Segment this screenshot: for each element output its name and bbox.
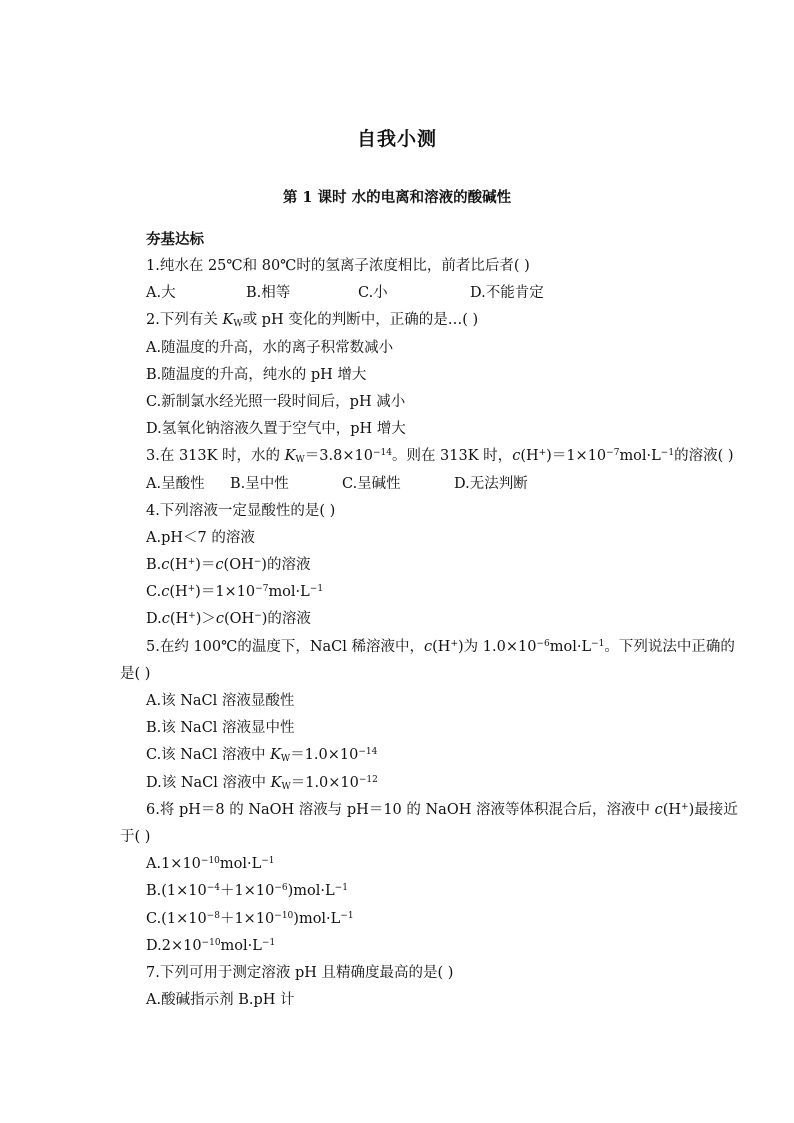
option-c: C.小 bbox=[358, 285, 388, 302]
option-d: D.该 NaCl 溶液中 $K_W=1.0\times 10^{-12}$ bbox=[146, 774, 378, 792]
option-d: D.不能肯定 bbox=[470, 285, 544, 302]
question-5-stem: 5.在约 100℃的温度下，NaCl 稀溶液中，c(H+)为 $1.0\times 10^{-6}mol\cdot L^{-1}$。下列说法中正确的 bbox=[146, 638, 735, 655]
lesson-subtitle: 第 1 课时 水的电离和溶液的酸碱性 bbox=[282, 189, 512, 206]
option-c: $C.(1\times 10^{-8}+1\times 10^{-10})mol\cdot L^{-1}$ bbox=[146, 910, 354, 927]
question-1-options bbox=[120, 280, 680, 307]
question-6-stem: 6.将 pH＝8 的 NaOH 溶液与 pH＝10 的 NaOH 溶液等体积混合后，溶液中 c(H+)最接近 bbox=[146, 801, 738, 818]
question-body bbox=[120, 226, 738, 1014]
question-7-stem: 7.下列可用于测定溶液 pH 且精确度最高的是( ) bbox=[146, 964, 454, 981]
option-c: C.呈碱性 bbox=[342, 475, 401, 492]
option-d: D.c(H+)＞c(OH−)的溶液 bbox=[146, 611, 311, 628]
option-a: A.pH＜7 的溶液 bbox=[146, 529, 255, 546]
question-5-stem-continued: 是( ) bbox=[120, 665, 151, 682]
option-a: A.随温度的升高，水的离子积常数减小 bbox=[146, 339, 394, 356]
question-4-stem: 4.下列溶液一定显酸性的是( ) bbox=[146, 502, 336, 519]
option-b: B.随温度的升高，纯水的 pH 增大 bbox=[146, 366, 367, 383]
question-6-stem-continued: 于( ) bbox=[120, 828, 151, 845]
question-2-stem: 2.下列有关 $K_W$或 pH 变化的判断中，正确的是…( ) bbox=[146, 312, 479, 330]
question-3-stem: 3.在 313K 时，水的 $K_W=3.8\times 10^{-14}$。则在 313K 时，$c(H^+)=1\times 10^{-7}mol\cdot L^{-1}$的溶液( ) bbox=[146, 448, 734, 466]
option-d: $D.2\times 10^{-10}mol\cdot L^{-1}$ bbox=[146, 937, 276, 954]
option-c: C.该 NaCl 溶液中 $K_W=1.0\times 10^{-14}$ bbox=[146, 747, 378, 765]
page-title: 自我小测 bbox=[356, 128, 437, 150]
question-3-options bbox=[120, 471, 680, 498]
option-c: $C.c(H^+)=1\times 10^{-7}mol\cdot L^{-1}$ bbox=[146, 584, 324, 601]
option-b: $B.(1\times 10^{-4}+1\times 10^{-6})mol\cdot L^{-1}$ bbox=[146, 883, 348, 900]
option-a: $A.1\times 10^{-10}mol\cdot L^{-1}$ bbox=[146, 856, 275, 873]
option-d: D.氢氧化钠溶液久置于空气中，pH 增大 bbox=[146, 421, 406, 438]
option-c: C.新制氯水经光照一段时间后，pH 减小 bbox=[146, 393, 406, 410]
option-b: B.相等 bbox=[246, 285, 291, 302]
option-b: B.呈中性 bbox=[230, 475, 289, 492]
option-a-b: A.酸碱指示剂 B.pH 计 bbox=[146, 992, 295, 1009]
section-heading: 夯基达标 bbox=[146, 231, 204, 248]
option-a: A.该 NaCl 溶液显酸性 bbox=[146, 693, 295, 709]
option-a: A.大 bbox=[146, 285, 176, 302]
question-1-stem: 1.纯水在 25℃和 80℃时的氢离子浓度相比，前者比后者( ) bbox=[146, 258, 530, 274]
option-b: B.该 NaCl 溶液显中性 bbox=[146, 720, 295, 737]
option-d: D.无法判断 bbox=[454, 475, 528, 492]
option-b: B.c(H+)＝c(OH−)的溶液 bbox=[146, 557, 311, 574]
option-a: A.呈酸性 bbox=[146, 475, 205, 492]
